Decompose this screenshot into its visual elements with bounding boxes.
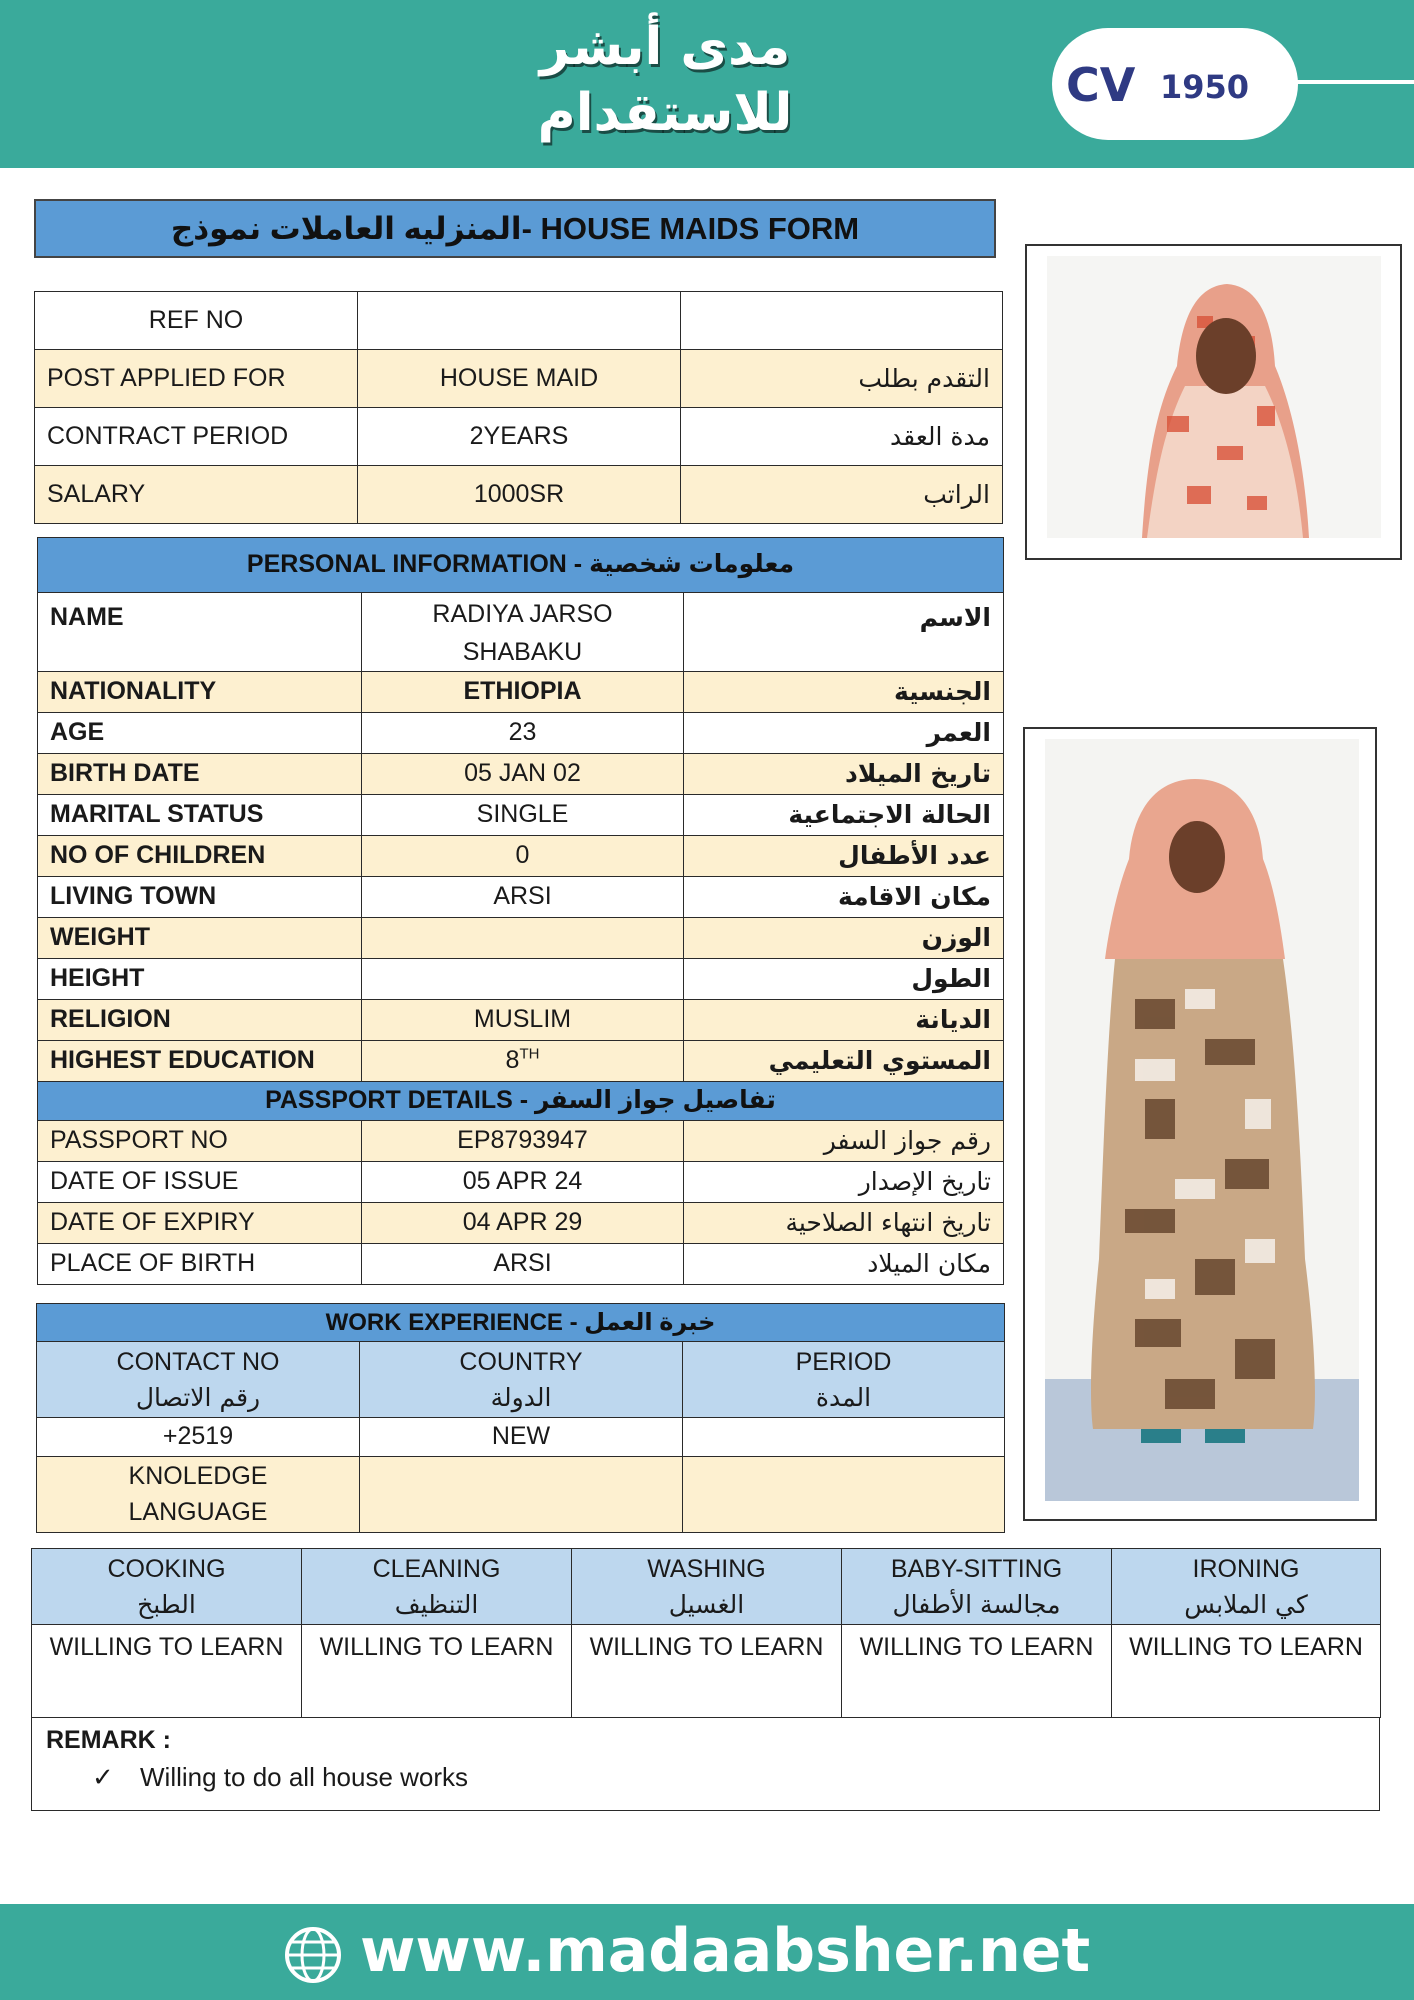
skills-table [31,1548,1381,1718]
skill-level: WILLING TO LEARN [302,1625,572,1718]
website-link[interactable]: www.madaabsher.net [360,1916,1091,1986]
expiry-label: DATE OF EXPIRY [38,1202,362,1243]
portrait-photo [1025,244,1402,560]
portrait-image [1047,256,1381,538]
contract-value: 2YEARS [358,408,681,466]
full-body-photo [1023,727,1377,1521]
col-period [683,1342,1005,1418]
passport-no-ar: رقم جواز السفر [684,1120,1004,1161]
remark-box [31,1717,1380,1811]
skill-cleaning-ar: التنظيف [394,1589,479,1619]
col-country [360,1342,683,1418]
age-value: 23 [362,713,684,754]
weight-label: WEIGHT [38,918,362,959]
table-row [38,672,1004,713]
skill-level: WILLING TO LEARN [32,1625,302,1718]
children-value: 0 [362,836,684,877]
town-ar: مكان الاقامة [684,877,1004,918]
name-value-line2: SHABAKU [462,638,583,666]
table-row [38,1202,1004,1243]
religion-ar: الديانة [684,1000,1004,1041]
passport-no-label: PASSPORT NO [38,1120,362,1161]
name-ar: الاسم [684,593,1004,672]
passport-no-value: EP8793947 [362,1120,684,1161]
birth-date-label: BIRTH DATE [38,754,362,795]
skill-cooking-ar: الطبخ [137,1589,196,1619]
expiry-ar: تاريخ انتهاء الصلاحية [684,1202,1004,1243]
check-icon: ✓ [92,1762,114,1792]
children-label: NO OF CHILDREN [38,836,362,877]
table-row [38,1000,1004,1041]
personal-header: PERSONAL INFORMATION - معلومات شخصية [38,538,1004,593]
full-body-figure [1045,739,1359,1501]
country-value: NEW [360,1418,683,1457]
nationality-label: NATIONALITY [38,672,362,713]
form-title: المنزليه العاملات نموذج- HOUSE MAIDS FORM [34,199,996,258]
post-ar: التقدم بطلب [681,350,1003,408]
nationality-ar: الجنسية [684,672,1004,713]
passport-header: PASSPORT DETAILS - تفاصيل جواز السفر [38,1082,1004,1121]
weight-value [362,918,684,959]
education-number: 8 [505,1046,520,1075]
marital-label: MARITAL STATUS [38,795,362,836]
full-body-image [1045,739,1359,1501]
skill-babysitting-en: BABY-SITTING [890,1554,1063,1583]
table-row [38,1120,1004,1161]
table-row [38,877,1004,918]
table-row [35,466,1003,524]
birth-date-value: 05 JAN 02 [362,754,684,795]
town-value: ARSI [362,877,684,918]
religion-label: RELIGION [38,1000,362,1041]
skill-washing-ar: الغسيل [668,1589,745,1619]
ref-no-value [358,292,681,350]
col-contact-en: CONTACT NO [116,1347,280,1376]
skill-ironing [1112,1549,1381,1625]
post-value: HOUSE MAID [358,350,681,408]
cv-number: 1950 [1160,68,1250,106]
name-value [362,593,684,672]
knowledge-line: KNOLEDGE [128,1462,268,1490]
skill-washing-en: WASHING [647,1554,766,1583]
salary-ar: الراتب [681,466,1003,524]
table-row [35,292,1003,350]
globe-icon [284,1926,342,1984]
brand-logo [430,14,900,146]
table-row [32,1625,1381,1718]
section-header [38,538,1004,593]
table-header-row [32,1549,1381,1625]
portrait-figure [1047,256,1381,538]
table-row [38,918,1004,959]
table-row [38,593,1004,672]
ref-no-label: REF NO [35,292,358,350]
birthplace-ar: مكان الميلاد [684,1243,1004,1284]
knowledge-language [37,1456,360,1532]
issue-ar: تاريخ الإصدار [684,1161,1004,1202]
table-row [38,1161,1004,1202]
skill-ironing-en: IRONING [1192,1554,1300,1583]
birthplace-value: ARSI [362,1243,684,1284]
remark-item [92,1762,468,1793]
col-contact-ar: رقم الاتصال [135,1382,261,1412]
skill-cleaning-en: CLEANING [372,1554,501,1583]
salary-label: SALARY [35,466,358,524]
application-table [34,291,1003,524]
work-experience-table [36,1303,1005,1533]
personal-info-table [37,537,1004,1285]
work-header: WORK EXPERIENCE - خبرة العمل [37,1304,1005,1342]
age-label: AGE [38,713,362,754]
ref-no-ar [681,292,1003,350]
header-band [0,0,1414,168]
table-row [37,1456,1005,1532]
table-row [38,1041,1004,1082]
col-period-ar: المدة [815,1382,872,1412]
table-row [37,1418,1005,1457]
skill-cooking [32,1549,302,1625]
skill-babysitting [842,1549,1112,1625]
col-contact [37,1342,360,1418]
issue-label: DATE OF ISSUE [38,1161,362,1202]
table-row [35,350,1003,408]
table-row [38,1243,1004,1284]
marital-ar: الحالة الاجتماعية [684,795,1004,836]
marital-value: SINGLE [362,795,684,836]
footer-band [0,1904,1414,2000]
education-label: HIGHEST EDUCATION [38,1041,362,1082]
children-ar: عدد الأطفال [684,836,1004,877]
education-suffix: TH [519,1045,540,1063]
col-period-en: PERIOD [795,1347,892,1376]
header-divider [1296,80,1414,84]
salary-value: 1000SR [358,466,681,524]
town-label: LIVING TOWN [38,877,362,918]
birth-date-ar: تاريخ الميلاد [684,754,1004,795]
col-country-en: COUNTRY [459,1347,583,1376]
section-header [37,1304,1005,1342]
birthplace-label: PLACE OF BIRTH [38,1243,362,1284]
table-row [38,754,1004,795]
age-ar: العمر [684,713,1004,754]
brand-line-1: مدى أبشر [539,17,791,77]
cv-label: CV [1066,58,1136,112]
language-line: LANGUAGE [128,1498,268,1526]
education-ar: المستوي التعليمي [684,1041,1004,1082]
height-label: HEIGHT [38,959,362,1000]
contract-label: CONTRACT PERIOD [35,408,358,466]
col-country-ar: الدولة [490,1382,552,1412]
language-value [683,1456,1005,1532]
name-value-line1: RADIYA JARSO [432,600,613,628]
knowledge-value [360,1456,683,1532]
weight-ar: الوزن [684,918,1004,959]
skill-level: WILLING TO LEARN [1112,1625,1381,1718]
remark-text: Willing to do all house works [140,1762,469,1792]
skill-level: WILLING TO LEARN [572,1625,842,1718]
nationality-value: ETHIOPIA [362,672,684,713]
table-row [38,795,1004,836]
table-row [38,959,1004,1000]
section-header [38,1082,1004,1121]
skill-cooking-en: COOKING [107,1554,226,1583]
height-value [362,959,684,1000]
expiry-value: 04 APR 29 [362,1202,684,1243]
skill-ironing-ar: كي الملابس [1184,1589,1308,1619]
remark-label: REMARK : [46,1726,171,1754]
skill-babysitting-ar: مجالسة الأطفال [892,1589,1061,1619]
education-value [362,1041,684,1082]
table-header-row [37,1342,1005,1418]
skill-level: WILLING TO LEARN [842,1625,1112,1718]
table-row [35,408,1003,466]
period-value [683,1418,1005,1457]
table-row [38,836,1004,877]
cv-badge [1052,28,1298,140]
brand-line-2: للاستقدام [537,83,793,143]
contact-value: +2519 [37,1418,360,1457]
skill-cleaning [302,1549,572,1625]
height-ar: الطول [684,959,1004,1000]
name-label: NAME [38,593,362,672]
religion-value: MUSLIM [362,1000,684,1041]
contract-ar: مدة العقد [681,408,1003,466]
skill-washing [572,1549,842,1625]
post-label: POST APPLIED FOR [35,350,358,408]
issue-value: 05 APR 24 [362,1161,684,1202]
table-row [38,713,1004,754]
